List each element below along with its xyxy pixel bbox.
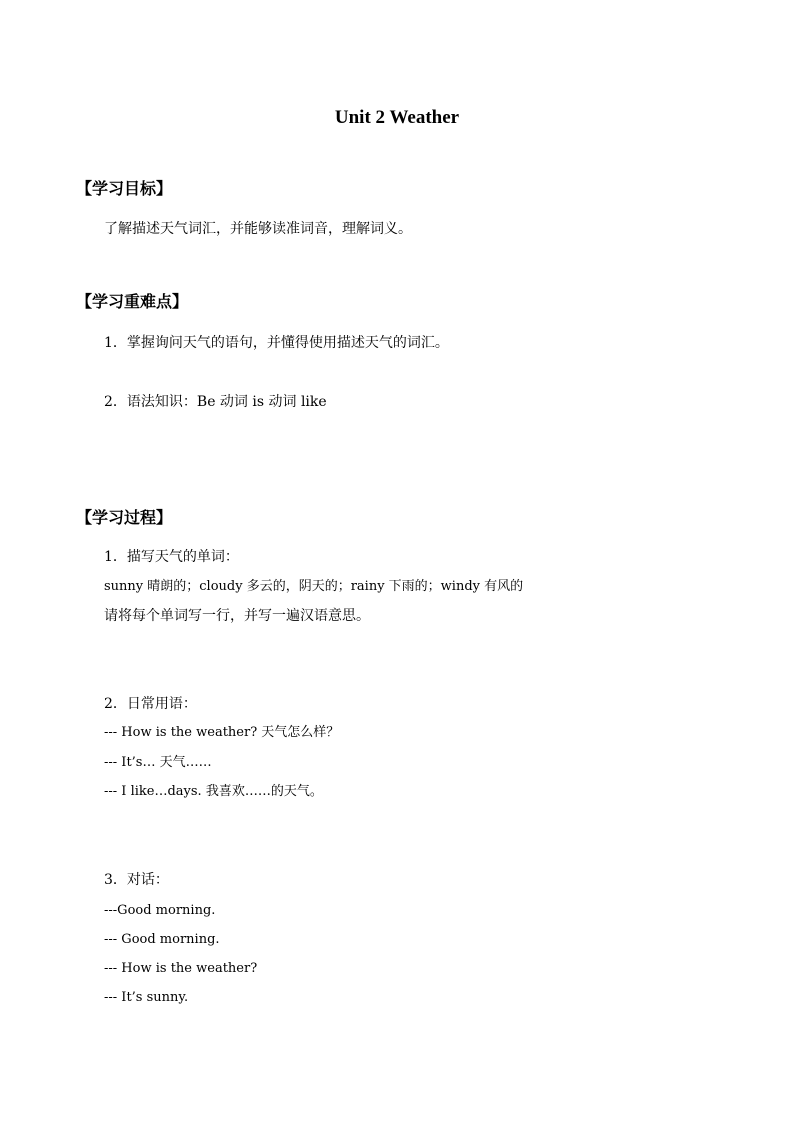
process-heading: 【学习过程】 (76, 508, 173, 527)
process-part1-label: 1．描写天气的单词： (104, 549, 239, 565)
dialogue-line-3: --- How is the weather? (104, 961, 258, 976)
phrase-line-2: --- It’s… 天气…… (104, 755, 212, 770)
process-part1-instruction: 请将每个单词写一行，并写一遍汉语意思。 (104, 608, 370, 624)
objectives-heading: 【学习目标】 (76, 179, 173, 198)
key-point-item-2: 2．语法知识：Be 动词 is 动词 like (104, 394, 327, 410)
objectives-text: 了解描述天气词汇，并能够读准词音，理解词义。 (104, 221, 412, 237)
phrase-line-3: --- I like…days. 我喜欢……的天气。 (104, 784, 323, 799)
dialogue-line-4: --- It’s sunny. (104, 990, 189, 1005)
process-part2-label: 2．日常用语： (104, 696, 197, 712)
process-part3-label: 3．对话： (104, 872, 169, 888)
document-title: Unit 2 Weather (334, 107, 460, 128)
key-point-item-1: 1．掌握询问天气的语句，并懂得使用描述天气的词汇。 (104, 335, 449, 351)
dialogue-line-1: ---Good morning. (104, 903, 216, 918)
dialogue-line-2: --- Good morning. (104, 932, 220, 947)
key-points-heading: 【学习重难点】 (76, 292, 189, 311)
phrase-line-1: --- How is the weather? 天气怎么样？ (104, 725, 340, 740)
weather-words-line: sunny 晴朗的；cloudy 多云的，阴天的；rainy 下雨的；windy 有风的 (104, 579, 524, 594)
